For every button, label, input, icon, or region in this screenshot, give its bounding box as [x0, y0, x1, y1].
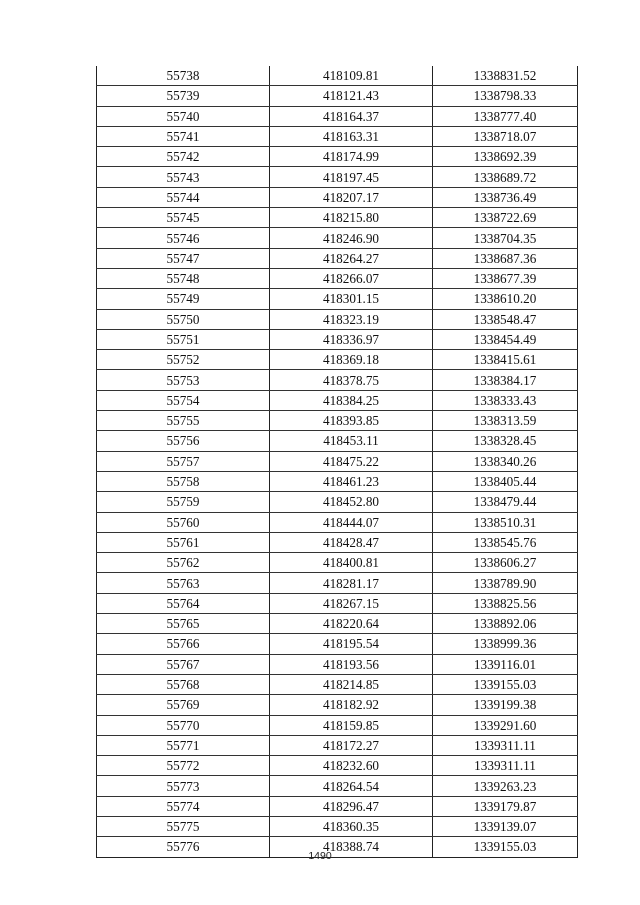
table-row: [97, 228, 578, 248]
y-coordinate-cell: 1338736.49: [433, 187, 578, 207]
table-row: [97, 329, 578, 349]
x-coordinate-cell: 418369.18: [270, 350, 433, 370]
table-row: [97, 370, 578, 390]
y-coordinate-cell: 1339263.23: [433, 776, 578, 796]
point-id-cell: 55753: [97, 370, 270, 390]
y-coordinate-cell: 1339311.11: [433, 756, 578, 776]
point-id-cell: 55770: [97, 715, 270, 735]
y-coordinate-cell: 1339116.01: [433, 654, 578, 674]
point-id-cell: 55750: [97, 309, 270, 329]
x-coordinate-cell: 418461.23: [270, 471, 433, 491]
x-coordinate-cell: 418264.27: [270, 248, 433, 268]
table-row: [97, 431, 578, 451]
point-id-cell: 55755: [97, 411, 270, 431]
point-id-cell: 55754: [97, 390, 270, 410]
table-row: [97, 106, 578, 126]
y-coordinate-cell: 1338692.39: [433, 147, 578, 167]
point-id-cell: 55748: [97, 268, 270, 288]
table-row: [97, 208, 578, 228]
x-coordinate-cell: 418296.47: [270, 796, 433, 816]
x-coordinate-cell: 418264.54: [270, 776, 433, 796]
y-coordinate-cell: 1339179.87: [433, 796, 578, 816]
point-id-cell: 55738: [97, 66, 270, 86]
y-coordinate-cell: 1338479.44: [433, 492, 578, 512]
point-id-cell: 55773: [97, 776, 270, 796]
table-row: [97, 66, 578, 86]
x-coordinate-cell: 418220.64: [270, 614, 433, 634]
table-row: [97, 816, 578, 836]
point-id-cell: 55746: [97, 228, 270, 248]
x-coordinate-cell: 418475.22: [270, 451, 433, 471]
y-coordinate-cell: 1339311.11: [433, 735, 578, 755]
y-coordinate-cell: 1339155.03: [433, 837, 578, 857]
y-coordinate-cell: 1338777.40: [433, 106, 578, 126]
table-row: [97, 471, 578, 491]
table-row: [97, 532, 578, 552]
y-coordinate-cell: 1338677.39: [433, 268, 578, 288]
point-id-cell: 55739: [97, 86, 270, 106]
point-id-cell: 55756: [97, 431, 270, 451]
table-row: [97, 268, 578, 288]
y-coordinate-cell: 1338825.56: [433, 593, 578, 613]
y-coordinate-cell: 1338510.31: [433, 512, 578, 532]
point-id-cell: 55771: [97, 735, 270, 755]
x-coordinate-cell: 418323.19: [270, 309, 433, 329]
table-row: [97, 776, 578, 796]
coordinate-table: [96, 66, 578, 858]
table-row: [97, 593, 578, 613]
table-row: [97, 553, 578, 573]
y-coordinate-cell: 1338610.20: [433, 289, 578, 309]
point-id-cell: 55744: [97, 187, 270, 207]
y-coordinate-cell: 1339139.07: [433, 816, 578, 836]
point-id-cell: 55766: [97, 634, 270, 654]
point-id-cell: 55759: [97, 492, 270, 512]
point-id-cell: 55747: [97, 248, 270, 268]
x-coordinate-cell: 418109.81: [270, 66, 433, 86]
x-coordinate-cell: 418336.97: [270, 329, 433, 349]
point-id-cell: 55769: [97, 695, 270, 715]
y-coordinate-cell: 1338405.44: [433, 471, 578, 491]
point-id-cell: 55764: [97, 593, 270, 613]
table-row: [97, 309, 578, 329]
page-number: 1490: [308, 850, 332, 862]
point-id-cell: 55741: [97, 126, 270, 146]
table-row: [97, 126, 578, 146]
x-coordinate-cell: 418266.07: [270, 268, 433, 288]
x-coordinate-cell: 418400.81: [270, 553, 433, 573]
table-row: [97, 695, 578, 715]
table-row: [97, 248, 578, 268]
x-coordinate-cell: 418207.17: [270, 187, 433, 207]
x-coordinate-cell: 418384.25: [270, 390, 433, 410]
x-coordinate-cell: 418182.92: [270, 695, 433, 715]
point-id-cell: 55767: [97, 654, 270, 674]
y-coordinate-cell: 1338548.47: [433, 309, 578, 329]
table-row: [97, 796, 578, 816]
y-coordinate-cell: 1338415.61: [433, 350, 578, 370]
x-coordinate-cell: 418453.11: [270, 431, 433, 451]
point-id-cell: 55742: [97, 147, 270, 167]
table-row: [97, 390, 578, 410]
x-coordinate-cell: 418428.47: [270, 532, 433, 552]
y-coordinate-cell: 1338328.45: [433, 431, 578, 451]
point-id-cell: 55760: [97, 512, 270, 532]
y-coordinate-cell: 1338340.26: [433, 451, 578, 471]
x-coordinate-cell: 418281.17: [270, 573, 433, 593]
table-row: [97, 187, 578, 207]
table-row: [97, 674, 578, 694]
x-coordinate-cell: 418444.07: [270, 512, 433, 532]
point-id-cell: 55743: [97, 167, 270, 187]
x-coordinate-cell: 418174.99: [270, 147, 433, 167]
y-coordinate-cell: 1338333.43: [433, 390, 578, 410]
y-coordinate-cell: 1339199.38: [433, 695, 578, 715]
table-row: [97, 167, 578, 187]
y-coordinate-cell: 1338606.27: [433, 553, 578, 573]
point-id-cell: 55751: [97, 329, 270, 349]
x-coordinate-cell: 418214.85: [270, 674, 433, 694]
table-row: [97, 715, 578, 735]
table-row: [97, 451, 578, 471]
point-id-cell: 55774: [97, 796, 270, 816]
y-coordinate-cell: 1338454.49: [433, 329, 578, 349]
x-coordinate-cell: 418378.75: [270, 370, 433, 390]
table-row: [97, 735, 578, 755]
x-coordinate-cell: 418172.27: [270, 735, 433, 755]
y-coordinate-cell: 1339291.60: [433, 715, 578, 735]
point-id-cell: 55775: [97, 816, 270, 836]
x-coordinate-cell: 418215.80: [270, 208, 433, 228]
y-coordinate-cell: 1338722.69: [433, 208, 578, 228]
table-row: [97, 614, 578, 634]
y-coordinate-cell: 1338313.59: [433, 411, 578, 431]
x-coordinate-cell: 418388.74: [270, 837, 433, 857]
y-coordinate-cell: 1339155.03: [433, 674, 578, 694]
x-coordinate-cell: 418121.43: [270, 86, 433, 106]
y-coordinate-cell: 1338789.90: [433, 573, 578, 593]
point-id-cell: 55749: [97, 289, 270, 309]
y-coordinate-cell: 1338687.36: [433, 248, 578, 268]
point-id-cell: 55763: [97, 573, 270, 593]
x-coordinate-cell: 418164.37: [270, 106, 433, 126]
y-coordinate-cell: 1338999.36: [433, 634, 578, 654]
table-row: [97, 756, 578, 776]
x-coordinate-cell: 418393.85: [270, 411, 433, 431]
y-coordinate-cell: 1338545.76: [433, 532, 578, 552]
table-row: [97, 634, 578, 654]
x-coordinate-cell: 418195.54: [270, 634, 433, 654]
x-coordinate-cell: 418159.85: [270, 715, 433, 735]
table-row: [97, 512, 578, 532]
point-id-cell: 55752: [97, 350, 270, 370]
x-coordinate-cell: 418452.80: [270, 492, 433, 512]
point-id-cell: 55762: [97, 553, 270, 573]
x-coordinate-cell: 418232.60: [270, 756, 433, 776]
x-coordinate-cell: 418360.35: [270, 816, 433, 836]
table-body: [97, 66, 578, 857]
point-id-cell: 55758: [97, 471, 270, 491]
x-coordinate-cell: 418193.56: [270, 654, 433, 674]
y-coordinate-cell: 1338831.52: [433, 66, 578, 86]
table-row: [97, 654, 578, 674]
table-row: [97, 147, 578, 167]
point-id-cell: 55757: [97, 451, 270, 471]
table-row: [97, 573, 578, 593]
table-row: [97, 350, 578, 370]
point-id-cell: 55745: [97, 208, 270, 228]
x-coordinate-cell: 418197.45: [270, 167, 433, 187]
point-id-cell: 55765: [97, 614, 270, 634]
point-id-cell: 55768: [97, 674, 270, 694]
point-id-cell: 55740: [97, 106, 270, 126]
point-id-cell: 55776: [97, 837, 270, 857]
table-row: [97, 289, 578, 309]
table-row: [97, 86, 578, 106]
y-coordinate-cell: 1338798.33: [433, 86, 578, 106]
point-id-cell: 55772: [97, 756, 270, 776]
x-coordinate-cell: 418246.90: [270, 228, 433, 248]
table-row: [97, 411, 578, 431]
y-coordinate-cell: 1338892.06: [433, 614, 578, 634]
y-coordinate-cell: 1338689.72: [433, 167, 578, 187]
y-coordinate-cell: 1338384.17: [433, 370, 578, 390]
table-row: [97, 492, 578, 512]
x-coordinate-cell: 418267.15: [270, 593, 433, 613]
y-coordinate-cell: 1338718.07: [433, 126, 578, 146]
y-coordinate-cell: 1338704.35: [433, 228, 578, 248]
point-id-cell: 55761: [97, 532, 270, 552]
x-coordinate-cell: 418301.15: [270, 289, 433, 309]
x-coordinate-cell: 418163.31: [270, 126, 433, 146]
